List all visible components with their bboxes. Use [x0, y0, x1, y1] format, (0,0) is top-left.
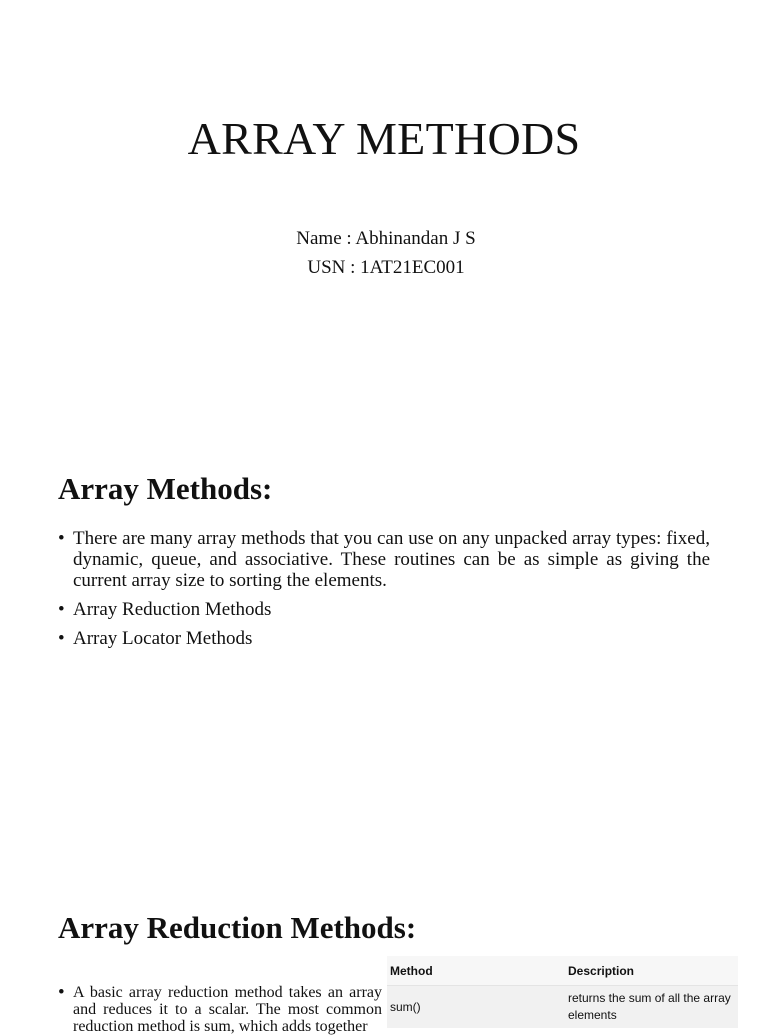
bullet-icon: •: [58, 982, 65, 1003]
array-reduction-heading: Array Reduction Methods:: [58, 910, 417, 945]
table-header-method: Method: [387, 956, 565, 986]
bullet-icon: •: [58, 528, 65, 549]
author-usn: USN : 1AT21EC001: [307, 257, 465, 278]
table-row: [387, 986, 738, 1029]
bullet-item: [58, 628, 710, 649]
array-methods-heading: Array Methods:: [58, 471, 273, 506]
table-header-row: [387, 956, 738, 986]
table-cell-description: returns the sum of all the array elements: [565, 986, 738, 1029]
bullet-text: Array Reduction Methods: [73, 599, 272, 620]
reduction-methods-table: [387, 956, 738, 1028]
table-cell-method: sum(): [387, 986, 565, 1029]
bullet-text: A basic array reduction method takes an array and reduces it to a scalar. The most common reduction method is sum, which adds together: [73, 984, 382, 1035]
reduction-bullet-list: [58, 984, 382, 1035]
bullet-icon: •: [58, 599, 65, 620]
presentation-title: ARRAY METHODS: [187, 113, 581, 164]
bullet-item: [58, 528, 710, 591]
author-name: Name : Abhinandan J S: [296, 228, 476, 249]
bullet-icon: •: [58, 628, 65, 649]
bullet-item: [58, 599, 710, 620]
table-header-description: Description: [565, 956, 738, 986]
bullet-text: There are many array methods that you can use on any unpacked array types: fixed, dynamic, queue, and associative. These routines can be as simple as giving the current array size to sorting the elements.: [73, 528, 710, 591]
array-methods-bullet-list: [58, 528, 710, 657]
bullet-item: [58, 984, 382, 1035]
bullet-text: Array Locator Methods: [73, 628, 253, 649]
